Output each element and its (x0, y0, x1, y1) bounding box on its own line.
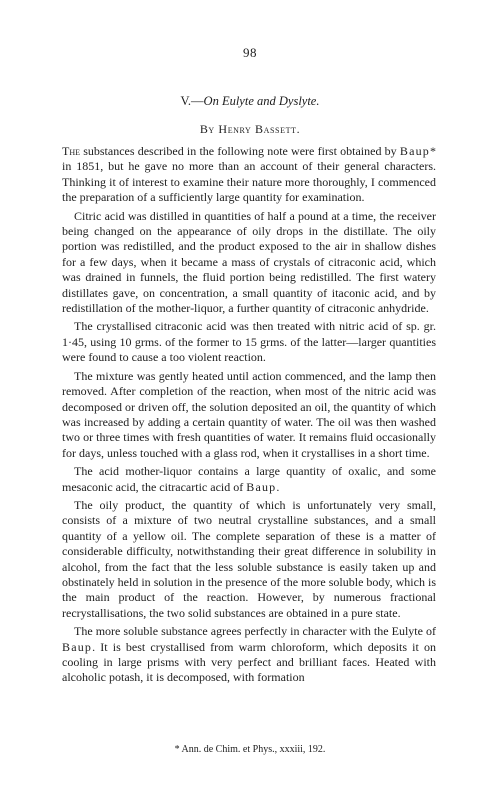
article-number: V.— (180, 94, 204, 108)
author-reference: Baup (246, 479, 277, 494)
paragraph: The oily product, the quantity of which is unfortunately very small, consists of a mixture of two neutral crystalline substances, and a small quantity of a yellow oil. The complete separation of these is a matter of considerable difficulty, notwithstanding their great difference in solubility in alcohol, from the fact that the less soluble substance is easily taken up and obstinately held in solution in the presence of the more soluble body, which is the main product of the reaction. However, by numerous fractional recrystallisations, the two solid substances are obtained in a pure state. (62, 497, 436, 620)
paragraph: Citric acid was distilled in quantities of half a pound at a time, the receiver being changed on the appearance of oily drops in the distillate. The oily portion was redistilled, and the product exposed to the air in shallow dishes for a few days, when it became a mass of crystals of citraconic acid, which was drained in funnels, the fluid portion being redistilled. The first watery distillates gave, on concentration, a small quantity of itaconic acid, and by redistillation of the mother-liquor, a further quantity of citraconic anhydride. (62, 208, 436, 316)
author-reference: Baup (62, 639, 93, 654)
author-line (0, 122, 500, 137)
footnote: * Ann. de Chim. et Phys., xxxiii, 192. (174, 744, 326, 755)
author-reference: Baup (399, 144, 430, 158)
paragraph: The mixture was gently heated until action commenced, and the lamp then removed. After completion of the reaction, when most of the nitric acid was decomposed or driven off, the solution deposited an oil, the quantity of which was increased by adding a certain quantity of water. The oil was then washed two or three times with fresh quantities of water. It remains fluid occasionally for days, unless touched with a glass rod, when it crystallises in a short time. (62, 368, 436, 460)
article-body (62, 144, 436, 689)
article-title (0, 94, 500, 109)
paragraph: The substances described in the following note were first obtained by Baup* in 1851, but he gave no more than an account of their general characters. Thinking it of interest to examine their nature more thoroughly, I commenced the preparation of a sufficiently large quantity for examination. (62, 144, 436, 205)
article-title-text: On Eulyte and Dyslyte. (203, 94, 320, 108)
paragraph: The crystallised citraconic acid was then treated with nitric acid of sp. gr. 1·45, using 10 grms. of the former to 15 grms. of the latter—larger quantities were found to cause a too violent reaction. (62, 319, 436, 365)
paragraph: The acid mother-liquor contains a large quantity of oxalic, and some mesaconic acid, the citracartic acid of Baup. (62, 464, 436, 494)
lead-word: The (62, 144, 80, 158)
page-number: 98 (243, 45, 257, 60)
author-prefix: By (199, 122, 215, 136)
paragraph: The more soluble substance agrees perfectly in character with the Eulyte of Baup. It is best crystallised from warm chloroform, which deposits it on cooling in large prisms with very perfect and brilliant faces. Heated with alcoholic potash, it is decomposed, with formation (62, 624, 436, 685)
author-name: Henry Bassett. (218, 122, 301, 136)
